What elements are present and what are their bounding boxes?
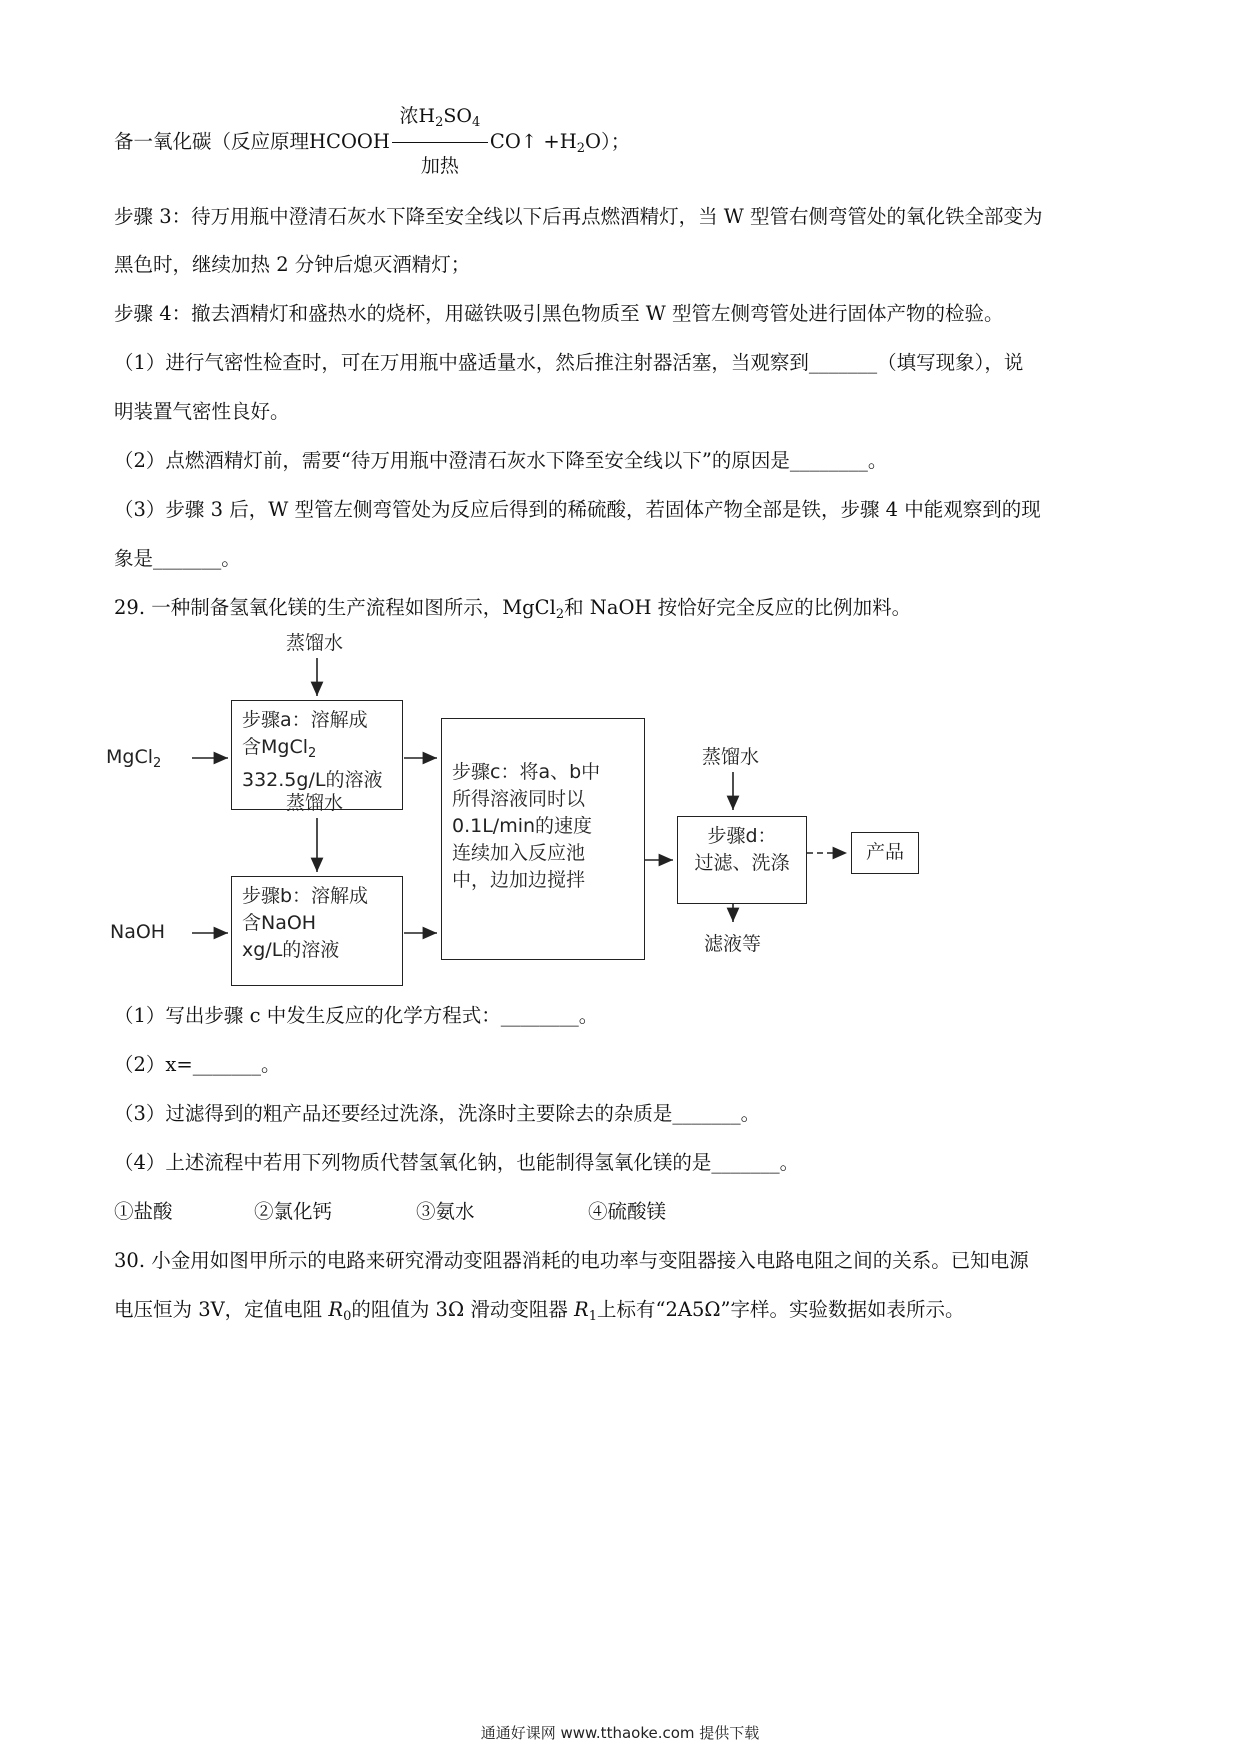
naoh-input-label: NaOH — [110, 921, 166, 943]
option-2: ②氯化钙 — [254, 1200, 333, 1223]
option-4: ④硫酸镁 — [588, 1200, 667, 1223]
product-box: 产品 — [851, 832, 919, 874]
option-1: ①盐酸 — [114, 1200, 173, 1223]
flow-diagram — [100, 620, 960, 980]
step-a-box: 步骤a：溶解成 含MgCl$_2$ 332.5g/L的溶液 — [231, 700, 403, 810]
condition: 加热 — [420, 155, 459, 177]
mgcl2-input-label: MgCl$_2$ — [106, 746, 162, 771]
footer: 通通好课网 www.tthaoke.com 提供下载 — [480, 1724, 760, 1742]
step3-line1: 步骤 3：待万用瓶中澄清石灰水下降至安全线以下后再点燃酒精灯，当 W 型管右侧弯管处的氧化铁全部变为 — [114, 205, 1043, 228]
q29-p1: （1）写出步骤 c 中发生反应的化学方程式：________。 — [114, 1004, 599, 1027]
reactant: HCOOH — [309, 130, 390, 153]
step4: 步骤 4：撤去酒精灯和盛热水的烧杯，用磁铁吸引黑色物质至 W 型管左侧弯管处进行固体产物的检验。 — [114, 302, 1004, 325]
q29-p2: （2）x=_______。 — [114, 1053, 281, 1076]
step-d-box: 步骤d： 过滤、洗涤 — [677, 816, 807, 904]
filtrate-label: 滤液等 — [704, 933, 762, 955]
q28-p2: （2）点燃酒精灯前，需要“待万用瓶中澄清石灰水下降至安全线以下”的原因是________。 — [114, 449, 888, 472]
product-sub: 2 — [576, 141, 585, 156]
step3-line2: 黑色时，继续加热 2 分钟后熄灭酒精灯； — [114, 253, 471, 276]
q29-stem: 29. 一种制备氢氧化镁的生产流程如图所示，MgCl$_2$和 NaOH 按恰好完全反应的比例加料。 — [114, 596, 912, 622]
water-top-label: 蒸馏水 — [286, 632, 344, 654]
q29-p4: （4）上述流程中若用下列物质代替氢氧化钠，也能制得氢氧化镁的是_______。 — [114, 1151, 800, 1174]
option-3: ③氨水 — [416, 1200, 475, 1223]
q28-p3-line1: （3）步骤 3 后，W 型管左侧弯管处为反应后得到的稀硫酸，若固体产物全部是铁，步骤 4 中能观察到的现 — [114, 498, 1041, 521]
q28-p3-line2: 象是_______。 — [114, 547, 241, 570]
reaction-prefix: 备一氧化碳（反应原理 — [114, 130, 310, 153]
q28-p1-line2: 明装置气密性良好。 — [114, 400, 290, 423]
q28-p1-line1: （1）进行气密性检查时，可在万用瓶中盛适量水，然后推注射器活塞，当观察到_______（填写现象），说 — [114, 351, 1024, 374]
step-c-box: 步骤c：将a、b中 所得溶液同时以 0.1L/min的速度 连续加入反应池 中，边加边搅拌 — [441, 718, 645, 960]
reaction-line — [114, 105, 1134, 177]
catalyst: 浓$H_2SO_4$ — [399, 105, 481, 130]
water-mid-label: 蒸馏水 — [286, 792, 344, 814]
water-right-label: 蒸馏水 — [702, 746, 760, 768]
q30-line1: 30. 小金用如图甲所示的电路来研究滑动变阻器消耗的电功率与变阻器接入电路电阻之间的关系。已知电源 — [114, 1249, 1029, 1272]
reaction-arrow-bar — [392, 142, 488, 143]
step-b-box: 步骤b：溶解成 含NaOH xg/L的溶液 — [231, 876, 403, 986]
q29-options — [114, 1198, 1134, 1226]
product-end: O）； — [585, 130, 631, 153]
reaction-condition — [390, 105, 490, 177]
q29-p3: （3）过滤得到的粗产品还要经过洗涤，洗涤时主要除去的杂质是_______。 — [114, 1102, 761, 1125]
q30-line2: 电压恒为 3V，定值电阻 $R_0$的阻值为 3Ω 滑动变阻器 $R_1$上标有“2A5Ω”字样。实验数据如表所示。 — [114, 1298, 965, 1324]
product-co: CO↑ +H — [489, 130, 577, 153]
